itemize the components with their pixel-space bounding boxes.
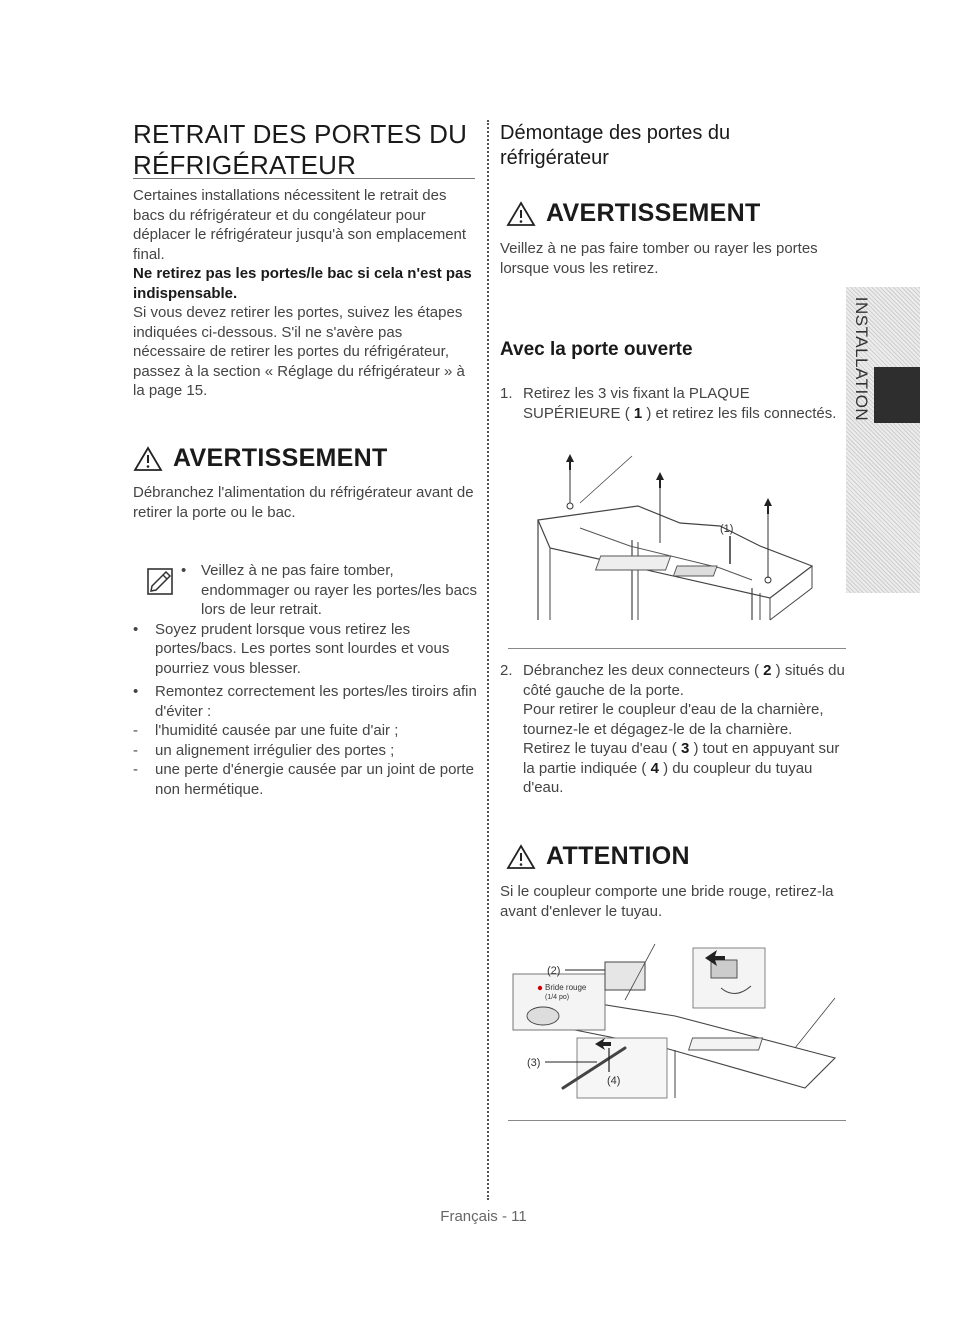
left-title	[133, 119, 478, 181]
divider-rule	[508, 648, 846, 649]
right-warning-text: Veillez à ne pas faire tomber ou rayer les portes lorsque vous les retirez.	[500, 240, 818, 277]
attention-body	[500, 882, 845, 921]
right-warning-body	[500, 239, 845, 278]
left-title-line1: RETRAIT DES PORTES DU	[133, 119, 468, 149]
warning-triangle-icon	[506, 844, 536, 870]
left-warning-title: AVERTISSEMENT	[173, 444, 388, 472]
figure-label-3: (3)	[527, 1057, 541, 1069]
right-title-line1: Démontage des portes du	[500, 122, 731, 144]
list-item: - un alignement irrégulier des portes ;	[133, 741, 395, 759]
left-warning-heading	[133, 444, 388, 473]
list-item: 2. Débranchez les deux connecteurs ( 2 ) situés du côté gauche de la porte. Pour retirer le coupleur d'eau de la charnière, tournez-le et dégagez-le de la charnière. Retirez le tuyau d'eau ( 3 ) tout en appuyant sur la partie indiquée ( 4 ) du coupleur du tuyau d'eau.	[500, 662, 845, 796]
left-warning-body	[133, 483, 478, 522]
right-warning-heading	[506, 199, 761, 228]
subsection-heading	[500, 338, 693, 362]
attention-text: Si le coupleur comporte une bride rouge, retirez-la avant d'enlever le tuyau.	[500, 883, 834, 920]
list-item: 1. Retirez les 3 vis fixant la PLAQUE SUPÉRIEURE ( 1 ) et retirez les fils connectés.	[500, 385, 837, 422]
intro-bold-text: Ne retirez pas les portes/le bac si cela n'est pas indispensable.	[133, 265, 472, 302]
warning-triangle-icon	[133, 446, 163, 472]
left-warning-text: Débranchez l'alimentation du réfrigérateur avant de retirer la porte ou le bac.	[133, 484, 474, 521]
list-item: • Soyez prudent lorsque vous retirez les portes/bacs. Les portes sont lourdes et vous pourriez vous blesser.	[133, 620, 450, 677]
right-warning-title: AVERTISSEMENT	[546, 199, 761, 227]
right-title-line2: réfrigérateur	[500, 147, 609, 169]
side-tab-label: INSTALLATION	[852, 296, 871, 422]
list-item: • Remontez correctement les portes/les tiroirs afin d'éviter :	[133, 683, 477, 720]
clip-sublabel: (1/4 po)	[545, 994, 570, 1001]
attention-title: ATTENTION	[546, 842, 690, 870]
subsection-title: Avec la porte ouverte	[500, 339, 693, 360]
hinge-figure	[505, 938, 845, 1113]
side-tab-marker	[874, 367, 920, 423]
top-plate-figure	[520, 448, 820, 633]
warning-triangle-icon	[506, 201, 536, 227]
figure-label-1: (1)	[720, 523, 734, 535]
list-item: - l'humidité causée par une fuite d'air ;	[133, 722, 399, 739]
list-item: • Veillez à ne pas faire tomber, endommager ou rayer les portes/les bacs lors de leur retrait.	[181, 562, 477, 618]
figure-label-2: (2)	[547, 965, 561, 977]
left-title-line2: RÉFRIGÉRATEUR	[133, 150, 357, 180]
figure-label-4: (4)	[607, 1075, 621, 1087]
step-1	[500, 384, 845, 423]
title-underline	[133, 178, 475, 179]
right-title	[500, 121, 840, 171]
column-divider	[487, 120, 489, 1200]
step-2	[500, 661, 845, 798]
left-intro	[133, 186, 478, 401]
divider-rule-2	[508, 1120, 846, 1121]
intro-text: Certaines installations nécessitent le retrait des bacs du réfrigérateur et du congélateur pour déplacer le réfrigérateur jusqu'à son emplacement final.	[133, 187, 467, 263]
attention-heading	[506, 842, 690, 871]
clip-label: Bride rouge	[545, 983, 587, 992]
intro-text-2: Si vous devez retirer les portes, suivez les étapes indiquées ci-dessous. S'il ne s'avère pas nécessaire de retirer les portes du réfrigérateur, passez à la section « Réglage du réfrigérateur » à la page 15.	[133, 304, 465, 399]
page-footer: Français - 11	[440, 1208, 527, 1225]
note-list	[133, 561, 478, 799]
list-item: - une perte d'énergie causée par un joint de porte non hermétique.	[133, 761, 474, 798]
